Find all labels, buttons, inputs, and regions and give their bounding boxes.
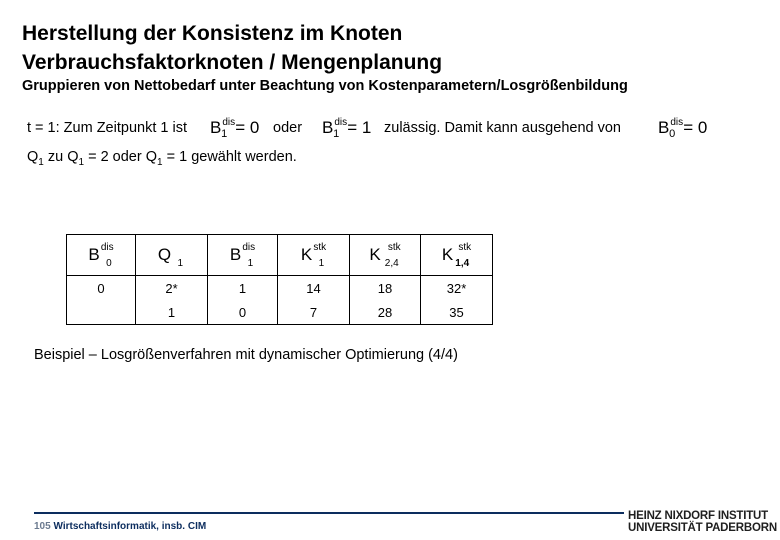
formula-b1-dis-0: $B^{dis}_1 = 0$ [210, 117, 260, 140]
footer-divider [34, 512, 624, 514]
table-cell: 28 [350, 300, 421, 325]
header-k24-stk: K stk 2,4 [350, 235, 421, 276]
footer-label: Wirtschaftsinformatik, insb. CIM [53, 521, 207, 532]
header-b1-dis: B dis 1 [208, 235, 278, 276]
table-cell: 0 [208, 300, 278, 325]
table-row [67, 276, 493, 301]
table-cell: 32* [421, 276, 493, 301]
header-k1-stk: K stk 1 [278, 235, 350, 276]
table-cell: 35 [421, 300, 493, 325]
subtitle: Gruppieren von Nettobedarf unter Beachtung von Kostenparametern/Losgrößenbildung [22, 78, 628, 94]
sentence-part-1: t = 1: Zum Zeitpunkt 1 ist [27, 120, 187, 136]
header-b0-dis: B dis 0 [67, 235, 136, 276]
header-q1: Q 1 [136, 235, 208, 276]
table-cell [67, 300, 136, 325]
title-line-1: Herstellung der Konsistenz im Knoten [22, 22, 403, 45]
institute-logo: HEINZ NIXDORF INSTITUT UNIVERSITÄT PADERBORN [628, 510, 777, 534]
data-table [66, 234, 493, 325]
header-k14-stk: K stk 1,4 [421, 235, 493, 276]
table-cell: 2* [136, 276, 208, 301]
table-cell: 7 [278, 300, 350, 325]
sentence-line-2: $Q_1$ zu $Q_1 = 2$ oder $Q_1 = 1$ gewählt werden. [27, 149, 297, 168]
table-row [67, 300, 493, 325]
table-cell: 0 [67, 276, 136, 301]
table-cell: 1 [136, 300, 208, 325]
sentence-part-2: oder [273, 120, 303, 136]
page-number: 105 [34, 521, 51, 532]
table-header-row [67, 235, 493, 276]
table-cell: 14 [278, 276, 350, 301]
table-cell: 1 [208, 276, 278, 301]
caption: Beispiel – Losgrößenverfahren mit dynamischer Optimierung (4/4) [34, 347, 458, 363]
formula-b1-dis-1: $B^{dis}_1 = 1$ [322, 117, 372, 140]
formula-b0-dis-0: $B^{dis}_0 = 0$ [658, 117, 708, 140]
title-line-2: Verbrauchsfaktorknoten / Mengenplanung [22, 51, 443, 74]
table-cell: 18 [350, 276, 421, 301]
footer-text [34, 521, 206, 532]
sentence-part-3: zulässig. Damit kann ausgehend von [384, 120, 621, 136]
